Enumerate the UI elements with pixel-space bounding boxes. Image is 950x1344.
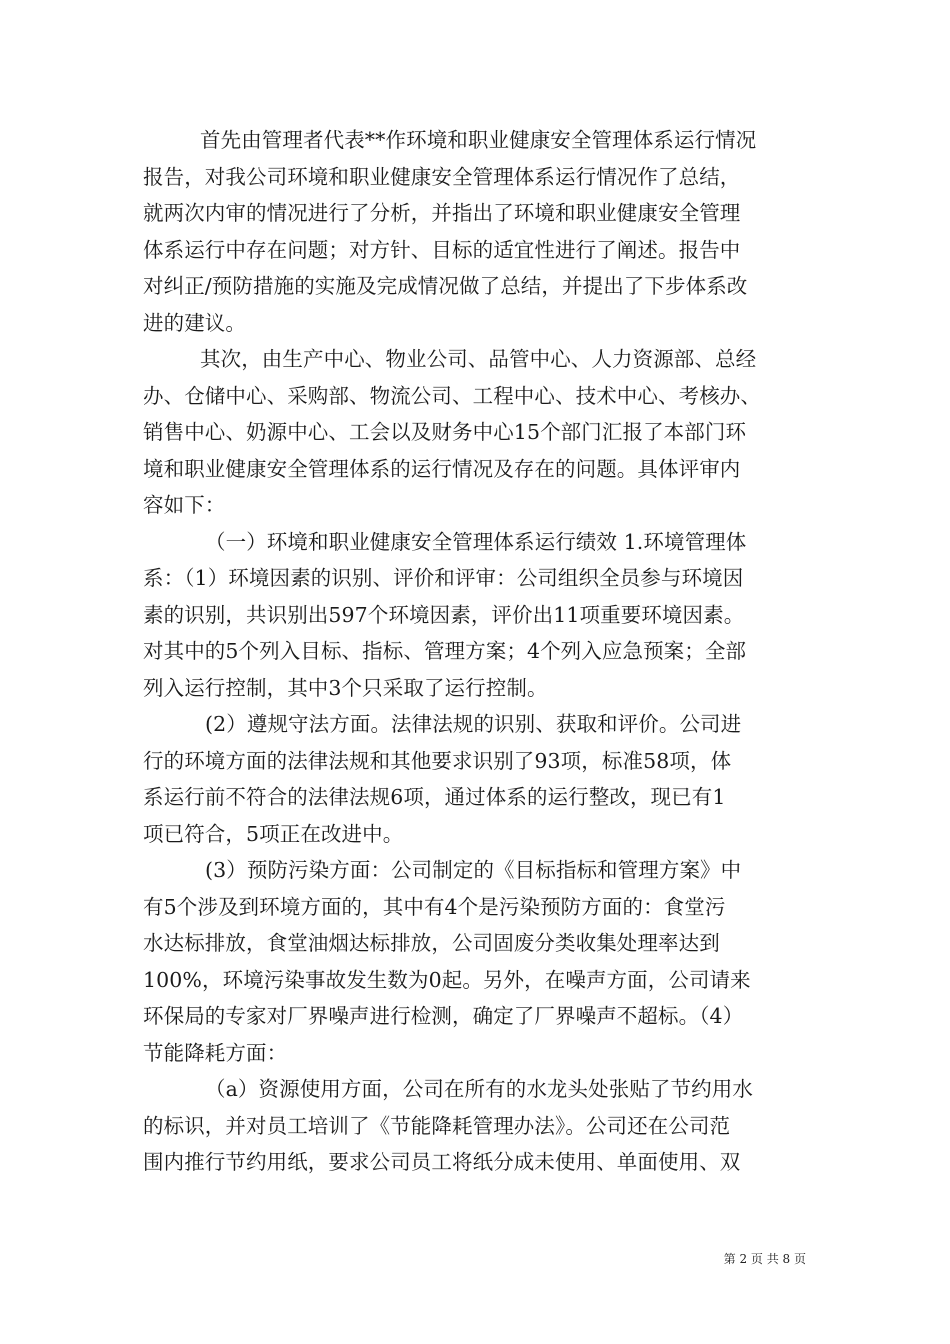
- text-line: （a）资源使用方面，公司在所有的水龙头处张贴了节约用水: [205, 1077, 753, 1101]
- text-line: 报告，对我公司环境和职业健康安全管理体系运行情况作了总结，: [143, 164, 741, 189]
- text-line: 办、仓储中心、采购部、物流公司、工程中心、技术中心、考核办、: [143, 383, 761, 408]
- text-line: 环保局的专家对厂界噪声进行检测，确定了厂界噪声不超标。（4）: [143, 1004, 744, 1028]
- text-line: 水达标排放，食堂油烟达标排放，公司固废分类收集处理率达到: [143, 931, 720, 955]
- text-line: 有5个涉及到环境方面的，其中有4个是污染预防方面的：食堂污: [143, 894, 726, 919]
- text-line: 对纠正/预防措施的实施及完成情况做了总结，并提出了下步体系改: [143, 274, 748, 298]
- text-line: 体系运行中存在问题；对方针、目标的适宜性进行了阐述。报告中: [143, 237, 741, 262]
- text-line: 就两次内审的情况进行了分析，并指出了环境和职业健康安全管理: [143, 201, 741, 225]
- text-line: 的标识，并对员工培训了《节能降耗管理办法》。公司还在公司范: [143, 1113, 731, 1138]
- text-line: 容如下：: [143, 493, 226, 517]
- text-line: 境和职业健康安全管理体系的运行情况及存在的问题。具体评审内: [143, 456, 741, 481]
- body-text: [143, 122, 813, 1181]
- text-line: 首先由管理者代表**作环境和职业健康安全管理体系运行情况: [200, 128, 757, 152]
- text-line: 围内推行节约用纸，要求公司员工将纸分成未使用、单面使用、双: [143, 1150, 741, 1174]
- text-line: 项已符合，5项正在改进中。: [143, 821, 404, 846]
- text-line: 100%，环境污染事故发生数为0起。另外，在噪声方面，公司请来: [143, 967, 751, 992]
- page-number-footer: 第 2 页 共 8 页: [723, 1252, 806, 1266]
- text-line: 行的环境方面的法律法规和其他要求识别了93项，标准58项，体: [143, 748, 732, 773]
- text-line: 列入运行控制，其中3个只采取了运行控制。: [143, 675, 548, 700]
- text-line: （一）环境和职业健康安全管理体系运行绩效 1.环境管理体: [205, 529, 747, 554]
- text-line: 素的识别，共识别出597个环境因素，评价出11项重要环境因素。: [143, 602, 745, 627]
- text-line: 节能降耗方面：: [143, 1040, 288, 1065]
- text-line: 其次，由生产中心、物业公司、品管中心、人力资源部、总经: [200, 347, 757, 371]
- text-line: 销售中心、奶源中心、工会以及财务中心15个部门汇报了本部门环: [143, 420, 747, 444]
- text-line: 对其中的5个列入目标、指标、管理方案；4个列入应急预案；全部: [143, 639, 747, 663]
- text-line: 进的建议。: [143, 310, 246, 335]
- text-line: 系：（1）环境因素的识别、评价和评审：公司组织全员参与环境因: [143, 566, 744, 590]
- text-line: 系运行前不符合的法律法规6项，通过体系的运行整改，现已有1: [143, 785, 726, 809]
- text-line: (2）遵规守法方面。法律法规的识别、获取和评价。公司进: [205, 712, 742, 736]
- text-line: (3）预防污染方面：公司制定的《目标指标和管理方案》中: [205, 858, 742, 882]
